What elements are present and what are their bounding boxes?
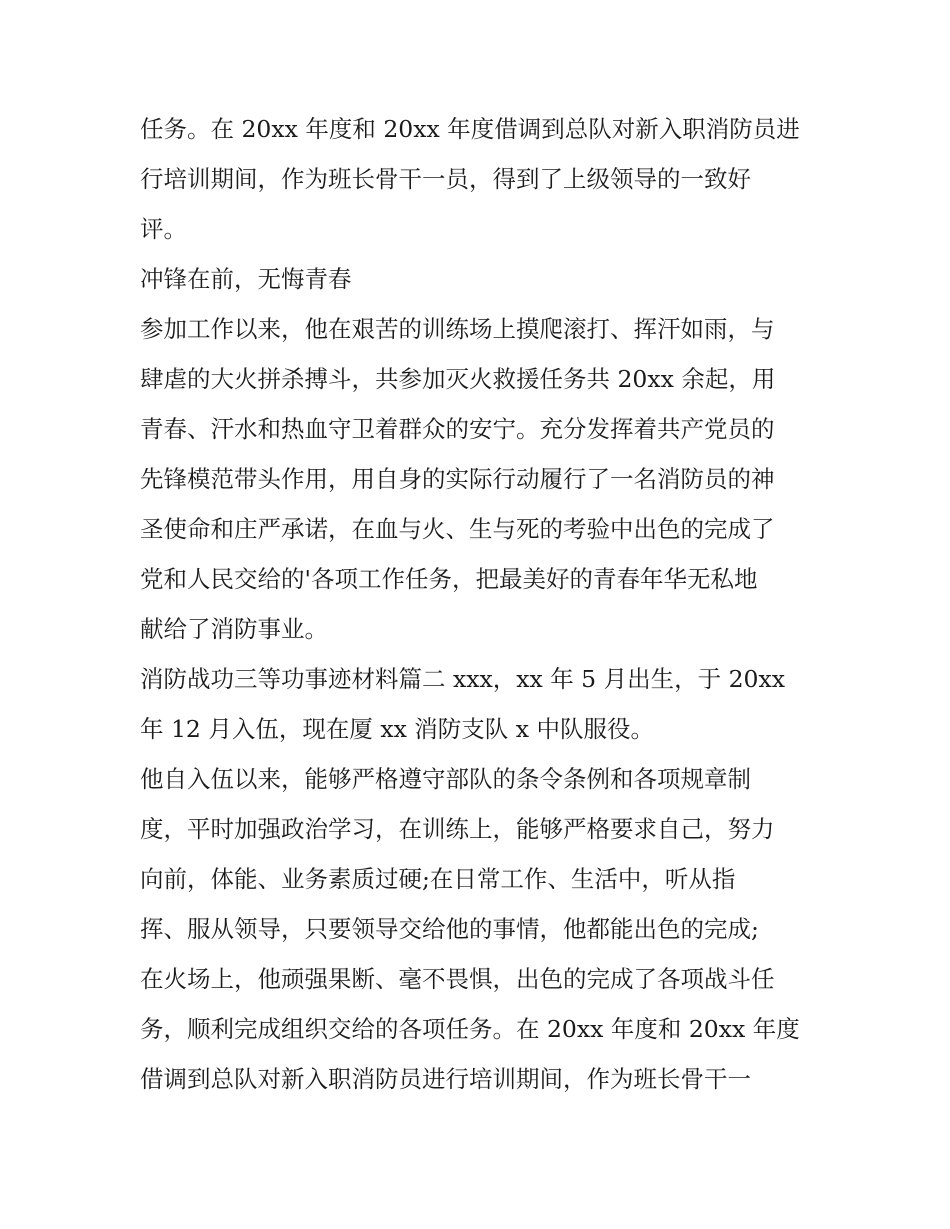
section-heading: 冲锋在前，无悔青春 [140,265,352,293]
text-line: 度，平时加强政治学习，在训练上，能够严格要求自己，努力 [140,815,775,843]
text-line: 年 12 月入伍，现在厦 xx 消防支队 x 中队服役。 [140,715,654,743]
text-line: 肆虐的大火拼杀搏斗，共参加灭火救援任务共 20xx 余起，用 [140,365,776,393]
text-line: 在火场上，他顽强果断、毫不畏惧，出色的完成了各项战斗任 [140,965,775,993]
text-line: 圣使命和庄严承诺，在血与火、生与死的考验中出色的完成了 [140,515,775,543]
text-line: 青春、汗水和热血守卫着群众的安宁。充分发挥着共产党员的 [140,415,775,443]
text-line: 他自入伍以来，能够严格遵守部队的条令条例和各项规章制 [140,765,751,793]
text-line: 借调到总队对新入职消防员进行培训期间，作为班长骨干一 [140,1065,751,1093]
text-line: 向前，体能、业务素质过硬;在日常工作、生活中，听从指 [140,865,736,893]
document-body [140,104,812,1104]
text-line: 务，顺利完成组织交给的各项任务。在 20xx 年度和 20xx 年度 [140,1015,800,1043]
text-line: 参加工作以来，他在艰苦的训练场上摸爬滚打、挥汗如雨，与 [140,315,775,343]
text-line: 先锋模范带头作用，用自身的实际行动履行了一名消防员的神 [140,465,775,493]
text-line: 任务。在 20xx 年度和 20xx 年度借调到总队对新入职消防员进 [140,115,800,143]
text-line: 评。 [140,215,187,243]
text-line: 挥、服从领导，只要领导交给他的事情，他都能出色的完成; [140,915,759,943]
text-line: 党和人民交给的'各项工作任务，把最美好的青春年华无私地 [140,565,758,593]
text-line: 行培训期间，作为班长骨干一员，得到了上级领导的一致好 [140,165,751,193]
text-line: 消防战功三等功事迹材料篇二 xxx，xx 年 5 月出生，于 20xx [140,665,785,693]
text-line: 献给了消防事业。 [140,615,328,643]
